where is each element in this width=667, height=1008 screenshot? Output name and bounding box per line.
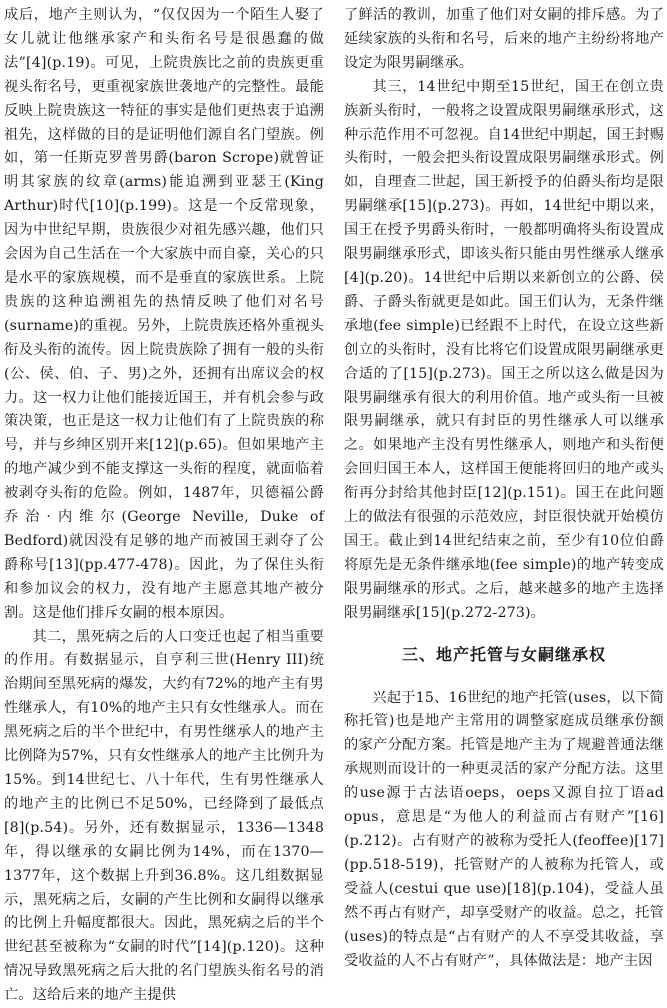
paragraph-black-death: 其二，黑死病之后的人口变迁也起了相当重要的作用。有数据显示，自亨利三世(Henry III)统治期间至黑死病的爆发，大约有72%的地产主有男性继承人，有10%的地产主只有女性继承人。而在黑死病之后的半个世纪中，有男性继承人的地产主比例降为57%，只有女性继承人的地产主比例升为15%。到14世纪七、八十年代，生有男性继承人的地产主的比例已不足50%，已经降到了最低点[8](p.54)。另外，还有数据显示，1336—1348年，得以继承的女嗣比例为14%，而在1370—1377年，这个数据上升到36.8%。这几组数据显示，黑死病之后，女嗣的产生比例和女嗣得以继承的比例上升幅度都很大。因此，黑死病之后的半个世纪甚至被称为“女嗣的时代”[14](p.120)。这种情况导致黑死病之后大批的名门望族头衔名号的消亡。这给后来的地产主提供 — [4, 628, 324, 1004]
left-column — [4, 4, 324, 1008]
paragraph-inheritance-names: 成后，地产主则认为，“仅仅因为一个陌生人娶了女儿就让他继承家产和头衔名号是很愚蠢的做法”[4](p.19)。可见，上院贵族比之前的贵族更重视头衔名号，更重视家族世袭地产的完整性。最能反映上院贵族这一特征的事实是他们更热衷于追溯祖先，这样做的目的是证明他们源自名门望族。例如，第一任斯克罗普男爵(baron Scrope)就曾证明其家族的纹章(arms)能追溯到亚瑟王(King Arthur)时代[10](p.199)。这是一个反常现象，因为中世纪早期，贵族很少对祖先感兴趣，他们只会因为自己生活在一个大家族中而自豪，关心的只是水平的家族规模，而不是垂直的家族世系。上院贵族的这种追溯祖先的热情反映了他们对名号(surname)的重视。另外，上院贵族还格外重视头衔及头衔的流传。因上院贵族除了拥有一般的头衔(公、侯、伯、子、男)之外，还拥有出席议会的权力。这一权力让他们能接近国王，并有机会参与政策决策，也正是这一权力让他们有了上院贵族的称号，并与乡绅区别开来[12](p.65)。但如果地产主的地产减少到不能支撑这一头衔的程度，就面临着被剥夺头衔的危险。例如，1487年，贝德福公爵乔治·内维尔(George Neville, Duke of Bedford)就因没有足够的地产而被国王剥夺了公爵称号[13](pp.477-478)。因此，为了保住头衔和参加议会的权力，没有地产主愿意其地产被分割。这是他们排斥女嗣的根本原因。 — [4, 7, 324, 621]
paragraph-uses: 兴起于15、16世纪的地产托管(uses，以下简称托管)也是地产主常用的调整家庭成员继承份额的家产分配方案。托管是地产主为了规避普通法继承规则而设计的一种更灵活的家产分配方法。这里的use源于古法语oeps，oeps又源自拉丁语ad opus，意思是“为他人的利益而占有财产”[16](p.212)。占有财产的被称为受托人(feoffee)[17](pp.518-519)，托管财产的人被称为托管人，或受益人(cestui que use)[18](p.104)，受益人虽然不再占有财产，却享受财产的收益。总之，托管(uses)的特点是“占有财产的人不享受其收益，享受收益的人不占有财产”，具体做法是：地产主因 — [344, 689, 664, 969]
paragraph-king-example: 其三，14世纪中期至15世纪，国王在创立贵族新头衔时，一般将之设置成限男嗣继承形式，这种示范作用不可忽视。自14世纪中期起，国王封赐头衔时，一般会把头衔设置成限男嗣继承形式。例如，自理查二世起，国王新授予的伯爵头衔均是限男嗣继承[15](p.273)。再如，14世纪中期以来，国王在授予男爵头衔时，一般都明确将头衔设置成限男嗣继承形式，即该头衔只能由男性继承人继承[4](p.20)。14世纪中后期以来新创立的公爵、侯爵、子爵头衔就更是如此。国王们认为，无条件继承地(fee simple)已经跟不上时代，在设立这些新创立的头衔时，没有比将它们设置成限男嗣继承更合适的了[15](p.273)。国王之所以这么做是因为限男嗣继承有很大的利用价值。地产或头衔一旦被限男嗣继承，就只有封臣的男性继承人可以继承之。如果地产主没有男性继承人，则地产和头衔便会回归国王本人，这样国王便能将回归的地产或头衔再分封给其他封臣[12](p.151)。国王在此问题上的做法有很强的示范效应，封臣很快就开始模仿国王。截止到14世纪结束之前，至少有10位伯爵将原先是无条件继承地(fee simple)的地产转变成限男嗣继承的形式。之后，越来越多的地产主选择限男嗣继承[15](p.272-273)。 — [344, 78, 664, 621]
section-heading: 三、地产托管与女嗣继承权 — [401, 644, 606, 664]
right-column — [344, 4, 664, 973]
paragraph-continuation: 了鲜活的教训，加重了他们对女嗣的排斥感。为了延续家族的头衔和名号，后来的地产主纷纷将地产设定为限男嗣继承。 — [344, 7, 664, 71]
